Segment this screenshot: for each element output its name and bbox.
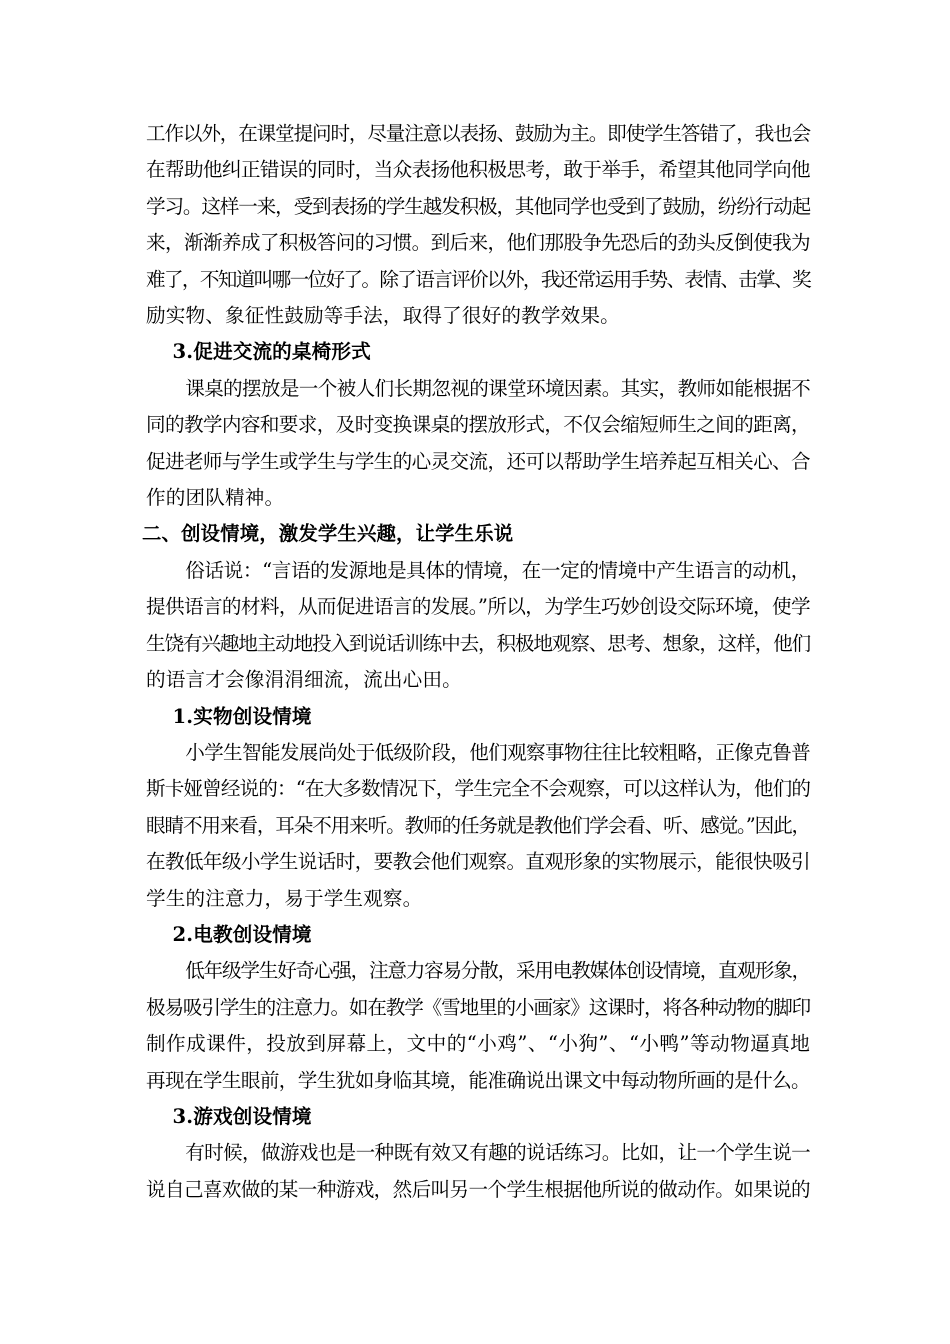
subheading-desk-arrangement: 3.促进交流的桌椅形式 [172,340,371,364]
text-line: 眼睛不用来看，耳朵不用来听。教师的任务就是教他们学会看、听、感觉。”因此， [146,813,810,837]
text-line: 俗话说：“言语的发源地是具体的情境，在一定的情境中产生语言的动机， [185,558,810,582]
text-line: 生饶有兴趣地主动地投入到说话训练中去，积极地观察、思考、想象，这样，他们 [146,631,810,655]
text-line: 来，渐渐养成了积极答问的习惯。到后来，他们那股争先恐后的劲头反倒使我为 [146,231,810,255]
text-line: 在帮助他纠正错误的同时，当众表扬他积极思考，敢于举手，希望其他同学向他 [146,158,810,182]
text-line: 再现在学生眼前，学生犹如身临其境，能准确说出课文中每动物所画的是什么。 [146,1068,810,1092]
paragraph-game-situation [146,1135,810,1208]
subheading-game-situation: 3.游戏创设情境 [172,1104,312,1128]
paragraph-praise-encouragement [146,116,810,334]
document-body [142,116,810,1208]
text-line: 促进老师与学生或学生与学生的心灵交流，还可以帮助学生培养起互相关心、合 [146,449,810,473]
text-line: 工作以外，在课堂提问时，尽量注意以表扬、鼓励为主。即使学生答错了，我也会 [146,122,810,145]
text-line: 低年级学生好奇心强，注意力容易分散，采用电教媒体创设情境，直观形象， [185,959,810,983]
text-line: 励实物、象征性鼓励等手法，取得了很好的教学效果。 [146,304,620,328]
paragraph-proverb [146,553,810,699]
text-line: 在教低年级小学生说话时，要教会他们观察。直观形象的实物展示，能很快吸引 [146,850,810,874]
text-line: 极易吸引学生的注意力。如在教学《雪地里的小画家》这课时，将各种动物的脚印 [146,995,810,1019]
section-heading-create-situations: 二、创设情境，激发学生兴趣，让学生乐说 [142,522,514,546]
text-line: 学生的注意力，易于学生观察。 [146,886,423,910]
text-line: 同的教学内容和要求，及时变换课桌的摆放形式，不仅会缩短师生之间的距离， [146,413,810,437]
paragraph-multimedia-situation [146,953,810,1099]
subheading-multimedia-situation: 2.电教创设情境 [172,922,312,946]
text-line: 说自己喜欢做的某一种游戏，然后叫另一个学生根据他所说的做动作。如果说的 [146,1177,810,1201]
paragraph-object-situation [146,735,810,917]
text-line: 难了，不知道叫哪一位好了。除了语言评价以外，我还常运用手势、表情、击掌、奖 [146,267,810,291]
paragraph-desk-arrangement [146,371,810,517]
text-line: 有时候，做游戏也是一种既有效又有趣的说话练习。比如，让一个学生说一 [185,1141,810,1165]
text-line: 提供语言的材料，从而促进语言的发展。”所以，为学生巧妙创设交际环境，使学 [146,595,810,619]
subheading-object-situation: 1.实物创设情境 [172,704,312,728]
text-line: 的语言才会像涓涓细流，流出心田。 [146,668,462,692]
text-line: 课桌的摆放是一个被人们长期忽视的课堂环境因素。其实，教师如能根据不 [185,376,810,400]
text-line: 学习。这样一来，受到表扬的学生越发积极，其他同学也受到了鼓励，纷纷行动起 [146,194,810,218]
text-line: 小学生智能发展尚处于低级阶段，他们观察事物往往比较粗略，正像克鲁普 [185,740,810,764]
text-line: 作的团队精神。 [146,486,285,510]
text-line: 斯卡娅曾经说的：“在大多数情况下，学生完全不会观察，可以这样认为，他们的 [146,777,810,801]
text-line: 制作成课件，投放到屏幕上，文中的“小鸡”、“小狗”、“小鸭”等动物逼真地 [146,1032,810,1056]
